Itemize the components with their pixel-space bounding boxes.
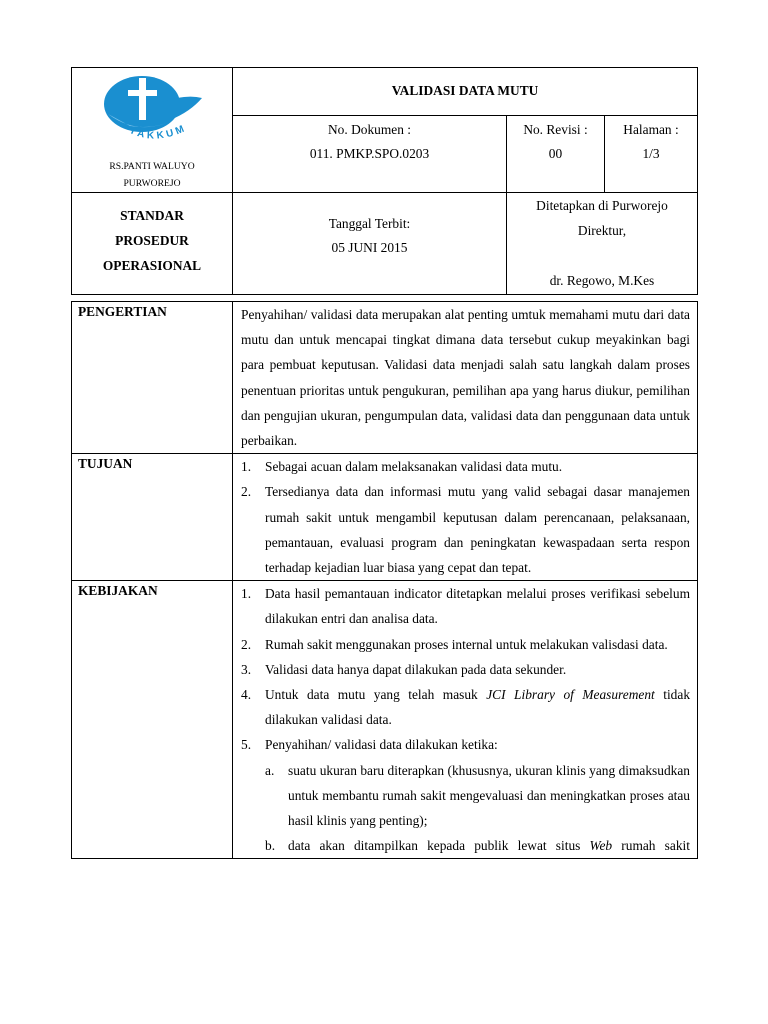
sop-line2: PROSEDUR xyxy=(115,233,189,248)
sop-line1: STANDAR xyxy=(120,208,184,223)
item-text-post: tidak dilakukan validasi data. xyxy=(265,687,691,728)
section-label: PENGERTIAN xyxy=(72,302,233,454)
sublist-item xyxy=(265,833,690,858)
item-text-pre: Untuk data mutu yang telah masuk xyxy=(265,687,487,703)
list-item xyxy=(241,581,690,631)
section-pengertian xyxy=(72,302,698,454)
hospital-name-line2: PURWOREJO xyxy=(123,178,181,189)
dokumen-value: 011. PMKP.SPO.0203 xyxy=(309,146,430,162)
revisi-value: 00 xyxy=(548,146,563,162)
list-item xyxy=(241,454,690,479)
item-number: 1. xyxy=(241,586,252,602)
hospital-name-line1: RS.PANTI WALUYO xyxy=(109,161,195,172)
item-text-pre: data akan ditampilkan kepada publik lewat situs xyxy=(288,838,590,854)
section-label: TUJUAN xyxy=(72,454,233,581)
sop-content-table xyxy=(71,301,698,859)
sop-line3: OPERASIONAL xyxy=(102,258,202,273)
item-text: Rumah sakit menggunakan proses internal untuk melakukan valisdasi data. xyxy=(265,636,668,652)
item-text: Tersedianya data dan informasi mutu yang valid sebagai dasar manajemen rumah sakit untuk mengambil keputusan dalam perencanaan, pelaksanaan, pemantauan, evaluasi program dan peningkatan kewaspadaan serta respon terhadap kejadian luar biasa yang cepat dan tepat. xyxy=(265,484,690,576)
kebijakan-list xyxy=(241,581,690,858)
halaman-label: Halaman : xyxy=(623,122,679,138)
direktur-name: dr. Regowo, M.Kes xyxy=(549,273,655,288)
item-text: Data hasil pemantauan indicator ditetapkan melalui proses verifikasi sebelum dilakukan entri dan analisa data. xyxy=(265,586,690,627)
item-letter: a. xyxy=(265,762,275,778)
item-letter: b. xyxy=(265,838,276,854)
sublist-item xyxy=(265,758,690,834)
document-title: VALIDASI DATA MUTU xyxy=(233,68,698,116)
dokumen-cell xyxy=(233,116,507,193)
item-text: Validasi data hanya dapat dilakukan pada data sekunder. xyxy=(265,661,567,677)
penetapan-cell xyxy=(507,193,698,295)
tanggal-terbit-cell xyxy=(233,193,507,295)
web-term: Web xyxy=(589,838,613,854)
item-number: 2. xyxy=(241,484,252,500)
section-label: KEBIJAKAN xyxy=(72,581,233,859)
section-kebijakan xyxy=(72,581,698,859)
item-text: suatu ukuran baru diterapkan (khususnya, ukuran klinis yang dimaksudkan untuk membantu rumah sakit mengevaluasi dan meningkatkan proses atau hasil klinis yang penting); xyxy=(288,762,690,829)
logo-text: YAKKUM xyxy=(127,122,189,142)
document-header xyxy=(71,67,698,295)
ditetapkan-text: Ditetapkan di Purworejo xyxy=(536,198,668,213)
section-tujuan xyxy=(72,454,698,581)
item-number: 1. xyxy=(241,459,252,475)
tujuan-list xyxy=(241,454,690,580)
halaman-value: 1/3 xyxy=(642,146,660,162)
item-text: Sebagai acuan dalam melaksanakan validasi data mutu. xyxy=(265,459,563,475)
list-item xyxy=(241,732,690,858)
item-text-post: rumah sakit xyxy=(612,838,690,854)
dokumen-label: No. Dokumen : xyxy=(328,122,411,138)
kebijakan-sublist xyxy=(265,758,690,859)
jci-library-term: JCI Library of Measurement xyxy=(486,687,655,703)
revisi-cell xyxy=(507,116,605,193)
list-item xyxy=(241,479,690,580)
pengertian-text: Penyahihan/ validasi data merupakan alat penting umtuk memahami mutu dari data mutu dan untuk mencapai tingkat dimana data tersebut cukup meyakinkan bagi para pembuat keputusan. Validasi data menjadi salah satu langkah dalam proses penentuan prioritas untuk pengukuran, pemilihan apa yang harus diukur, pemilihan dan pengujian ukuran, pengumpulan data, validasi data dan penggunaan data untuk perbaikan. xyxy=(233,302,698,454)
terbit-value: 05 JUNI 2015 xyxy=(331,240,408,255)
yakkum-logo xyxy=(72,68,232,156)
list-item xyxy=(241,682,690,732)
sop-cell xyxy=(72,193,233,295)
halaman-cell xyxy=(605,116,698,193)
item-number: 5. xyxy=(241,737,252,753)
dove-cross-icon xyxy=(100,72,204,152)
revisi-label: No. Revisi : xyxy=(523,122,588,138)
terbit-label: Tanggal Terbit: xyxy=(328,216,411,231)
item-number: 4. xyxy=(241,687,252,703)
hospital-name xyxy=(72,156,232,192)
item-number: 3. xyxy=(241,661,252,677)
list-item xyxy=(241,657,690,682)
direktur-label: Direktur, xyxy=(577,223,627,238)
item-text: Penyahihan/ validasi data dilakukan ketika: xyxy=(265,737,498,753)
item-number: 2. xyxy=(241,636,252,652)
list-item xyxy=(241,632,690,657)
logo-cell xyxy=(72,68,233,193)
